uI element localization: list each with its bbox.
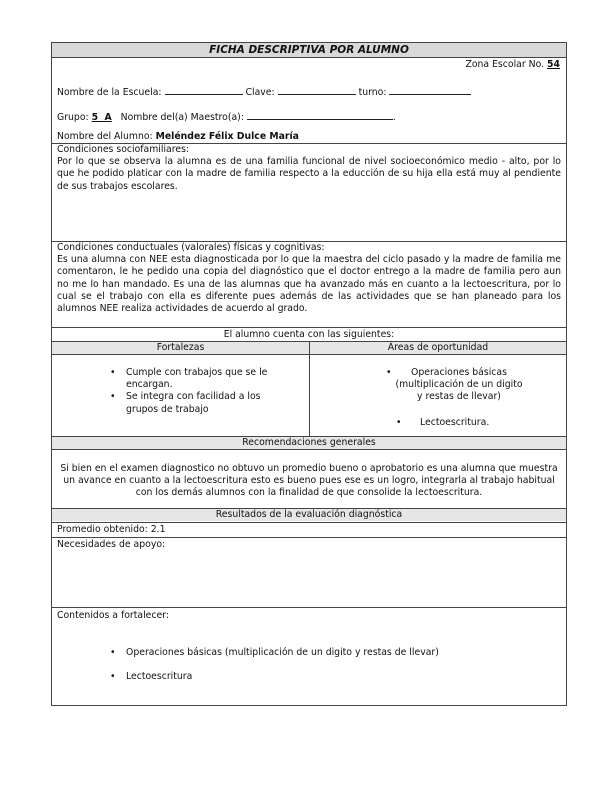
ficha-form [51,42,567,706]
cuenta-label: El alumno cuenta con las siguientes: [223,329,395,340]
fortalezas-header: Fortalezas [52,342,309,354]
grupo-label: Grupo: [57,112,89,123]
fortaleza-item: • Se integra con facilidad a los grupos de trabajo [104,391,290,415]
conductuales-section [52,242,566,315]
promedio-text: Promedio obtenido: 2.1 [57,524,166,535]
escuela-row [57,84,471,98]
turno-label: turno: [358,87,387,98]
fortalezas-list [104,367,290,416]
conductuales-text: Es una alumna con NEE esta diagnosticada por lo que la maestra del ciclo pasado y la madre de familia me comentaron, le he pedido una copia del diagnóstico que el doctor entrego a la madre de familia pero aun no me lo han mandado. Es una de las alumnas que ha avanzado más en cuanto a la lectoescritura, por lo cual se el trabajo con ella es diferente pues además de las actividades que se han planeado para los alumnos NEE realiza actividades de acuerdo al grado. [57,254,561,315]
maestro-label: Nombre del(a) Maestro(a): [120,112,244,123]
zona-escolar [465,59,560,70]
sociofamiliares-section [52,144,566,193]
contenido-item: • Operaciones básicas (multiplicación de un digito y restas de llevar) [104,647,544,659]
turno-field[interactable] [389,84,471,95]
areas-header: Áreas de oportunidad [310,342,566,354]
contenidos-list [104,647,544,683]
sociofamiliares-label: Condiciones sociofamiliares: [57,144,190,155]
clave-field[interactable] [278,84,356,95]
zona-label: Zona Escolar No. [465,59,545,70]
divider [52,607,566,608]
column-divider [309,341,310,436]
recomendaciones-text: Si bien en el examen diagnostico no obtuvo un promedio bueno o aprobatorio es una alumna que muestra un avance en cuanto a la lectoescritura esto es bueno pues ese es un logro, integrarla al trabajo habitual con los demás alumnos con la finalidad de que consolide la lectoescritura. [60,463,558,499]
bullet: • [396,416,402,428]
divider [52,537,566,538]
areas-list-box [386,367,524,429]
divider [52,57,566,58]
zona-value: 54 [547,59,560,70]
grupo-row [57,109,396,123]
fortaleza-item: • Cumple con trabajos que se le encargan. [104,367,290,391]
divider [52,449,566,450]
necesidades-label: Necesidades de apoyo: [57,539,166,550]
alumno-value: Meléndez Félix Dulce María [155,131,299,142]
maestro-field[interactable] [247,109,393,120]
recomendaciones-header: Recomendaciones generales [52,437,566,449]
conductuales-label: Condiciones conductuales (valorales) físicas y cognitivas: [57,242,325,253]
escuela-label: Nombre de la Escuela: [57,87,162,98]
form-title: FICHA DESCRIPTIVA POR ALUMNO [52,43,566,57]
grupo-value: 5 A [91,112,112,123]
escuela-field[interactable] [165,84,243,95]
alumno-label: Nombre del Alumno: [57,131,153,142]
area-item: • Operaciones básicas (multiplicación de un digito y restas de llevar) [386,367,523,403]
maestro-end: . [392,112,396,123]
resultados-header: Resultados de la evaluación diagnóstica [52,509,566,521]
contenido-item: • Lectoescritura [104,671,544,683]
fortalezas-list-box [104,367,290,416]
area-item: • Lectoescritura. [396,416,490,428]
alumno-row [57,131,299,142]
contenidos-label: Contenidos a fortalecer: [57,610,170,621]
bullet: • [386,367,392,378]
divider [52,522,566,523]
contenidos-list-box [104,647,544,683]
sociofamiliares-text: Por lo que se observa la alumna es de una familia funcional de nivel socioeconómico medio - alto, por lo que he podido platicar con la madre de familia respecto a la educción de su hija ella está muy al pendiente de sus trabajos escolares. [57,156,561,192]
clave-label: Clave: [245,87,275,98]
